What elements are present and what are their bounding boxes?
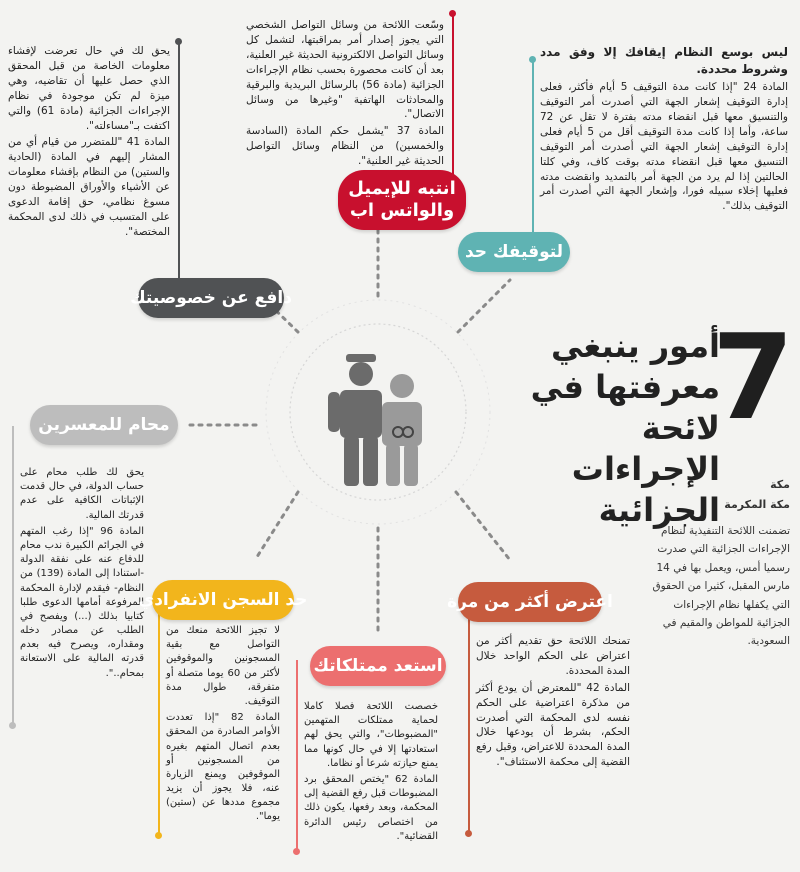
property-label: استعد ممتلكاتك <box>310 646 446 686</box>
connector-dot <box>529 56 536 63</box>
solitary-paragraph-1: لا تجيز اللائحة منعك من التواصل مع بقية المسجونين والموقوفين لأكثر من 60 يوما متصلة أو متفرقة، طوال مدة التوقيف. <box>166 625 281 707</box>
property-paragraph-2: المادة 62 "يختص المحقق برد المضبوطات قبل رفع القضية إلى المحكمة، وبعد رفعها، يكون ذلك من اختصاص رئيس الدائرة القضائية". <box>304 773 438 842</box>
title-number: 7 <box>712 308 795 446</box>
email-label-line-1: انتبه للإيميل <box>348 178 456 200</box>
connector-line <box>12 426 14 726</box>
objection-paragraph-1: تمنحك اللائحة حق تقديم أكثر من اعتراض على الحكم الواحد خلال المدة المحددة. <box>476 635 630 677</box>
email-label-line-2: والواتس اب <box>349 200 455 221</box>
connector-dot <box>175 38 182 45</box>
solitary-paragraph-2: المادة 82 "إذا تعددت الأوامر الصادرة من المحقق بعدم اتصال المتهم بغيره من المسجونين أو الموقوفين ويمنع الزيارة عنه، فلا يجوز أن يزيد مجموع مددها عن (ستين) يوما". <box>166 712 280 823</box>
connector-dot <box>9 722 16 729</box>
connector-dot <box>155 832 162 839</box>
email-whatsapp-label <box>338 170 466 230</box>
lawyer-section-text <box>20 466 144 726</box>
connector-line <box>158 600 160 836</box>
prisoner-officer-icon <box>318 350 438 490</box>
privacy-paragraph-2: المادة 41 "للمتضرر من قيام أي من المشار إليهم في المادة (الحادية والستين) من النظام بإفشاء معلومات عن الأشياء والأوراق المضبوطة دون مسوغ نظامي، حق إقامة الدعوى على المتسبب في ذلك لدى المحكمة المختصة". <box>8 136 170 238</box>
email-paragraph-2: المادة 37 "يشمل حكم المادة (السادسة والخمسين) من النظام وسائل التواصل الحديثة غير العلنية". <box>246 125 445 168</box>
connector-dot <box>293 848 300 855</box>
email-paragraph-1: وسّعت اللائحة من وسائل التواصل الشخصي التي يجوز إصدار أمر بمراقبتها، لتشمل كل وسائل التواصل الالكترونية الحديثة غير العلنية، بعد أن كانت محصورة بحسب نظام الإجراءات الجزائية (مادة 56) بالرسائل البريدية والبرقية والمحادثات الهاتفية "وغيرها من وسائل الاتصال". <box>246 19 445 121</box>
connector-line <box>532 60 534 232</box>
connector-line <box>452 14 454 184</box>
connector-line <box>296 660 298 852</box>
lawyer-paragraph-2: المادة 96 "إذا رغب المتهم في الجرائم الكبيرة ندب محام للدفاع عنه على نفقة الدولة -استنادا إلى المادة (139) من النظام- فيقدم لإدارة المحكمة المرفوعة أمامها الدعوى طلبا كتابيا بذلك (...) ويفصح في الطلب عن مصادر دخله ومقداره، ويصرح فيه بعدم قدرته المالية على الاستعانة بمحام..". <box>20 525 144 679</box>
title-line-2: معرفتها في لائحة <box>530 367 720 447</box>
title-line-3: الإجراءات الجزائية <box>571 449 720 529</box>
location-city: مكة <box>770 478 790 491</box>
property-section-text <box>304 700 438 870</box>
objection-label: اعترض أكثر من مرة <box>458 582 602 622</box>
solitary-label: حد السجن الانفرادي <box>152 580 294 620</box>
lawyer-paragraph-1: يحق لك طلب محام على حساب الدولة، في حال قدمت الإثباتات الكافية على عدم قدرتك المالية. <box>20 467 144 521</box>
privacy-section-text <box>8 44 171 238</box>
privacy-label: دافع عن خصوصيتك <box>138 278 284 318</box>
email-section-text <box>246 18 444 166</box>
objection-paragraph-2: المادة 42 "للمعترض أن يودع أكثر من مذكرة اعتراضية على الحكم نفسه لدى المحكمة التي أصدرت الحكم، بشرط أن يودعها خلال المدة المحددة للاعتراض، وقبل رفع القضية إلى محكمة الاستئناف". <box>476 681 630 769</box>
title-line-1: أمور ينبغي <box>551 327 720 365</box>
lawyer-label: محام للمعسرين <box>30 405 178 445</box>
objection-section-text <box>476 634 630 830</box>
connector-line <box>468 606 470 834</box>
connector-dot <box>449 10 456 17</box>
property-paragraph-1: خصصت اللائحة فصلا كاملا لحماية ممتلكات المتهمين "المضبوطات"، والتي يحق لهم استعادتها إلا في حال كونها مما يمنع حيازته شرعا أو نظاما. <box>304 701 438 769</box>
solitary-section-text <box>166 624 280 846</box>
location-source: مكة المكرمة <box>724 498 790 511</box>
detention-paragraph-1: المادة 24 "إذا كانت مدة التوقيف 5 أيام فأكثر، فعلى إدارة التوقيف إشعار الجهة التي أصدرت أمر التوقيف والتنسيق معها قبل انقضاء مدته بفترة لا تقل عن 72 ساعة، وأما إذا كانت مدة التوقيف أقل من 5 أيام فعلى إدارة التوقيف إشعار الجهة التي أصدرت أمر التوقيف التنسيق معها قبل انقضاء مدته بوقت كاف، وفي كلتا الحالتين إذا لم يرد من الجهة أمر بالتمديد وانقضت مدته فعليها إخلاء سبيله فورا، وإشعار الجهة التي أصدرت أمر التوقيف بذلك". <box>540 81 789 213</box>
connector-line <box>178 42 180 282</box>
detention-heading: ليس بوسع النظام إيقافك إلا وفق مدد وشروط محددة. <box>540 45 788 77</box>
privacy-paragraph-1: يحق لك في حال تعرضت لإفشاء معلومات الخاصة من قبل المحقق الذي حصل عليها أن تقاضيه، وهي ميزة لم تكن موجودة في نظام الإجراءات الجزائية (مادة 61) والتي اكتفت بـ"مساءلته". <box>8 45 171 132</box>
intro-text: تضمنت اللائحة التنفيذية لنظام الإجراءات الجزائية التي صدرت رسميا أمس، ويعمل بها في 14 مارس المقبل، كثيرا من الحقوق التي يكفلها نظام الإجراءات الجزائية للمواطن والمقيم في السعودية. <box>652 525 790 648</box>
detention-limit-label: لتوقيفك حد <box>458 232 570 272</box>
detention-section-text <box>540 44 788 220</box>
connector-dot <box>465 830 472 837</box>
